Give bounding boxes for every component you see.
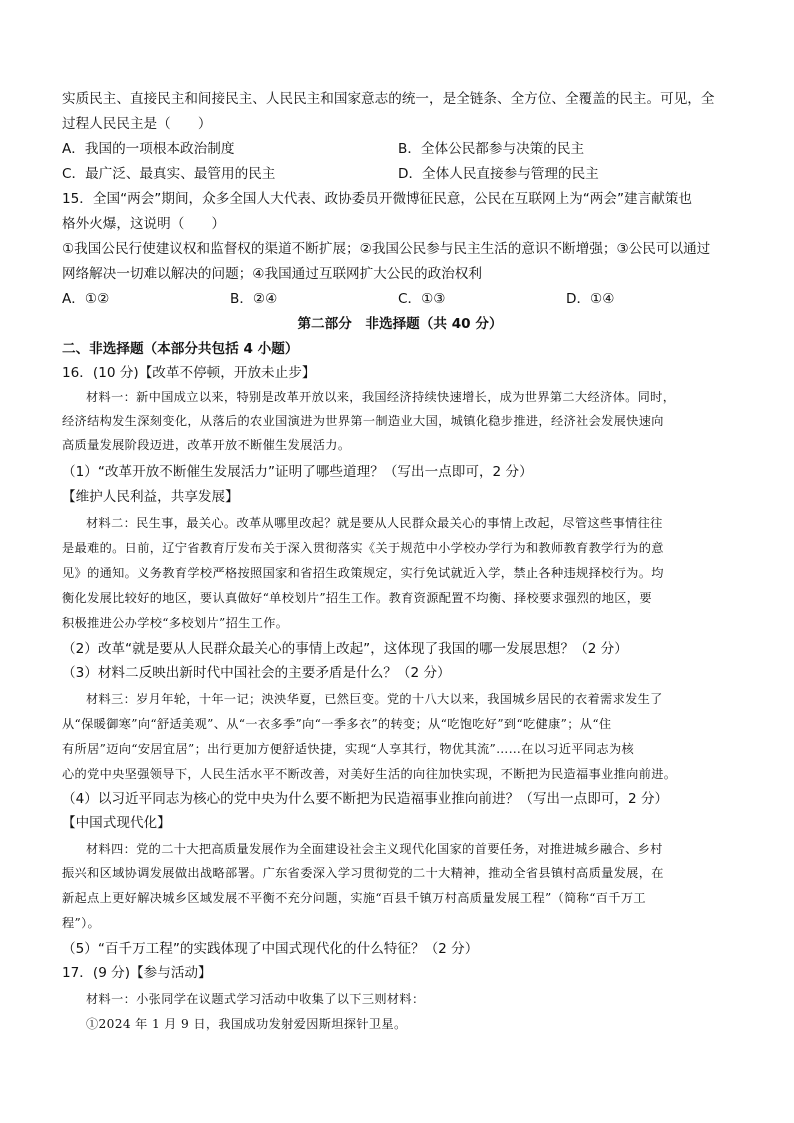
q16-material2-line4: 衡化发展比较好的地区，要认真做好“单校划片”招生工作。教育资源配置不均衡、择校要求强烈的地区，要 <box>62 591 652 605</box>
q16-material4-line2: 振兴和区域协调发展做出战略部署。广东省委深入学习贯彻党的二十大精神，推动全省县镇村高质量发展，在 <box>62 866 664 880</box>
q15-line3: ①我国公民行使建议权和监督权的渠道不断扩展；②我国公民参与民主生活的意识不断增强；③公民可以通过 <box>62 241 711 257</box>
q14-line2: 过程人民民主是（ ） <box>62 116 212 132</box>
q14-option-b: B．全体公民都参与决策的民主 <box>398 141 585 157</box>
q16-topic3: 【中国式现代化】 <box>62 815 171 831</box>
q16-material1-line3: 高质量发展阶段迈进，改革开放不断催生发展活力。 <box>62 438 351 452</box>
q16-material4-line3: 新起点上更好解决城乡区域发展不平衡不充分问题，实施“百县千镇万村高质量发展工程”（简称“百千万工 <box>62 891 646 905</box>
q16-material4-line1: 材料四：党的二十大把高质量发展作为全面建设社会主义现代化国家的首要任务，对推进城乡融合、乡村 <box>86 842 663 856</box>
q16-sub4: （4）以习近平同志为核心的党中央为什么要不断把为民造福事业推向前进？（写出一点即可，2 分） <box>62 791 669 807</box>
q16-material2-line5: 积极推进公办学校“多校划片”招生工作。 <box>62 616 289 630</box>
q16-sub5: （5）“百千万工程”的实践体现了中国式现代化的什么特征？（2 分） <box>62 941 479 957</box>
part2-title: 第二部分 非选择题（共 40 分） <box>297 316 503 332</box>
q15-option-d: D．①④ <box>566 291 615 307</box>
q15-line1: 15．全国“两会”期间，众多全国人大代表、政协委员开微博征民意，公民在互联网上为“两会”建言献策也 <box>62 191 692 207</box>
q14-option-a: A．我国的一项根本政治制度 <box>62 141 235 157</box>
q16-sub1: （1）“改革开放不断催生发展活力”证明了哪些道理？（写出一点即可，2 分） <box>62 464 533 480</box>
q14-option-d: D．全体人民直接参与管理的民主 <box>398 166 599 182</box>
q15-option-c: C．①③ <box>398 291 446 307</box>
q16-material2-line1: 材料二：民生事，最关心。改革从哪里改起？就是要从人民群众最关心的事情上改起，尽管这些事情往往 <box>86 516 663 530</box>
q16-material3-line3: 有所居”迈向“安居宜居”；出行更加方便舒适快捷，实现“人享其行，物优其流”……在以习近平同志为核 <box>62 742 635 756</box>
q16-material3-line4: 心的党中央坚强领导下，人民生活水平不断改善，对美好生活的向往加快实现，不断把为民造福事业推向前进。 <box>62 767 677 781</box>
q16-material2-line3: 见》的通知。义务教育学校严格按照国家和省招生政策规定，实行免试就近入学，禁止各种违规择校行为。均 <box>62 566 664 580</box>
q15-option-b: B．②④ <box>230 291 278 307</box>
q16-material1-line2: 经济结构发生深刻变化，从落后的农业国演进为世界第一制造业大国，城镇化稳步推进，经济社会发展快速向 <box>62 414 664 428</box>
q16-material2-line2: 是最难的。日前，辽宁省教育厅发布关于深入贯彻落实《关于规范中小学校办学行为和教师教育教学行为的意 <box>62 541 664 555</box>
q16-sub3: （3）材料二反映出新时代中国社会的主要矛盾是什么？（2 分） <box>62 665 451 681</box>
q16-material3-line1: 材料三：岁月年轮，十年一记；泱泱华夏，已然巨变。党的十八大以来，我国城乡居民的衣着需求发生了 <box>86 692 663 706</box>
q16-header: 16．(10 分)【改革不停顿，开放未止步】 <box>62 365 316 381</box>
q15-option-a: A．①② <box>62 291 110 307</box>
q16-material1-line1: 材料一：新中国成立以来，特别是改革开放以来，我国经济持续快速增长，成为世界第二大经济体。同时， <box>86 390 676 404</box>
q14-line1: 实质民主、直接民主和间接民主、人民民主和国家意志的统一，是全链条、全方位、全覆盖的民主。可见，全 <box>62 91 715 107</box>
q15-line4: 网络解决一切难以解决的问题；④我国通过互联网扩大公民的政治权利 <box>62 266 482 282</box>
q16-sub2: （2）改革“就是要从人民群众最关心的事情上改起”，这体现了我国的哪一发展思想？（2 分） <box>62 641 628 657</box>
q15-line2: 格外火爆，这说明（ ） <box>62 216 226 232</box>
q16-material3-line2: 从“保暖御寒”向“舒适美观”、从“一衣多季”向“一季多衣”的转变；从“吃饱吃好”到“吃健康”；从“住 <box>62 717 612 731</box>
q17-item1: ①2024 年 1 月 9 日，我国成功发射爱因斯坦探针卫星。 <box>86 1017 407 1031</box>
q14-option-c: C．最广泛、最真实、最管用的民主 <box>62 166 276 182</box>
q17-header: 17．(9 分)【参与活动】 <box>62 965 212 981</box>
q16-topic2: 【维护人民利益，共享发展】 <box>62 489 239 505</box>
q16-material4-line4: 程”）。 <box>62 916 101 930</box>
section2-heading: 二、非选择题（本部分共包括 4 小题） <box>62 341 299 357</box>
q17-material1: 材料一：小张同学在议题式学习活动中收集了以下三则材料： <box>86 992 425 1006</box>
